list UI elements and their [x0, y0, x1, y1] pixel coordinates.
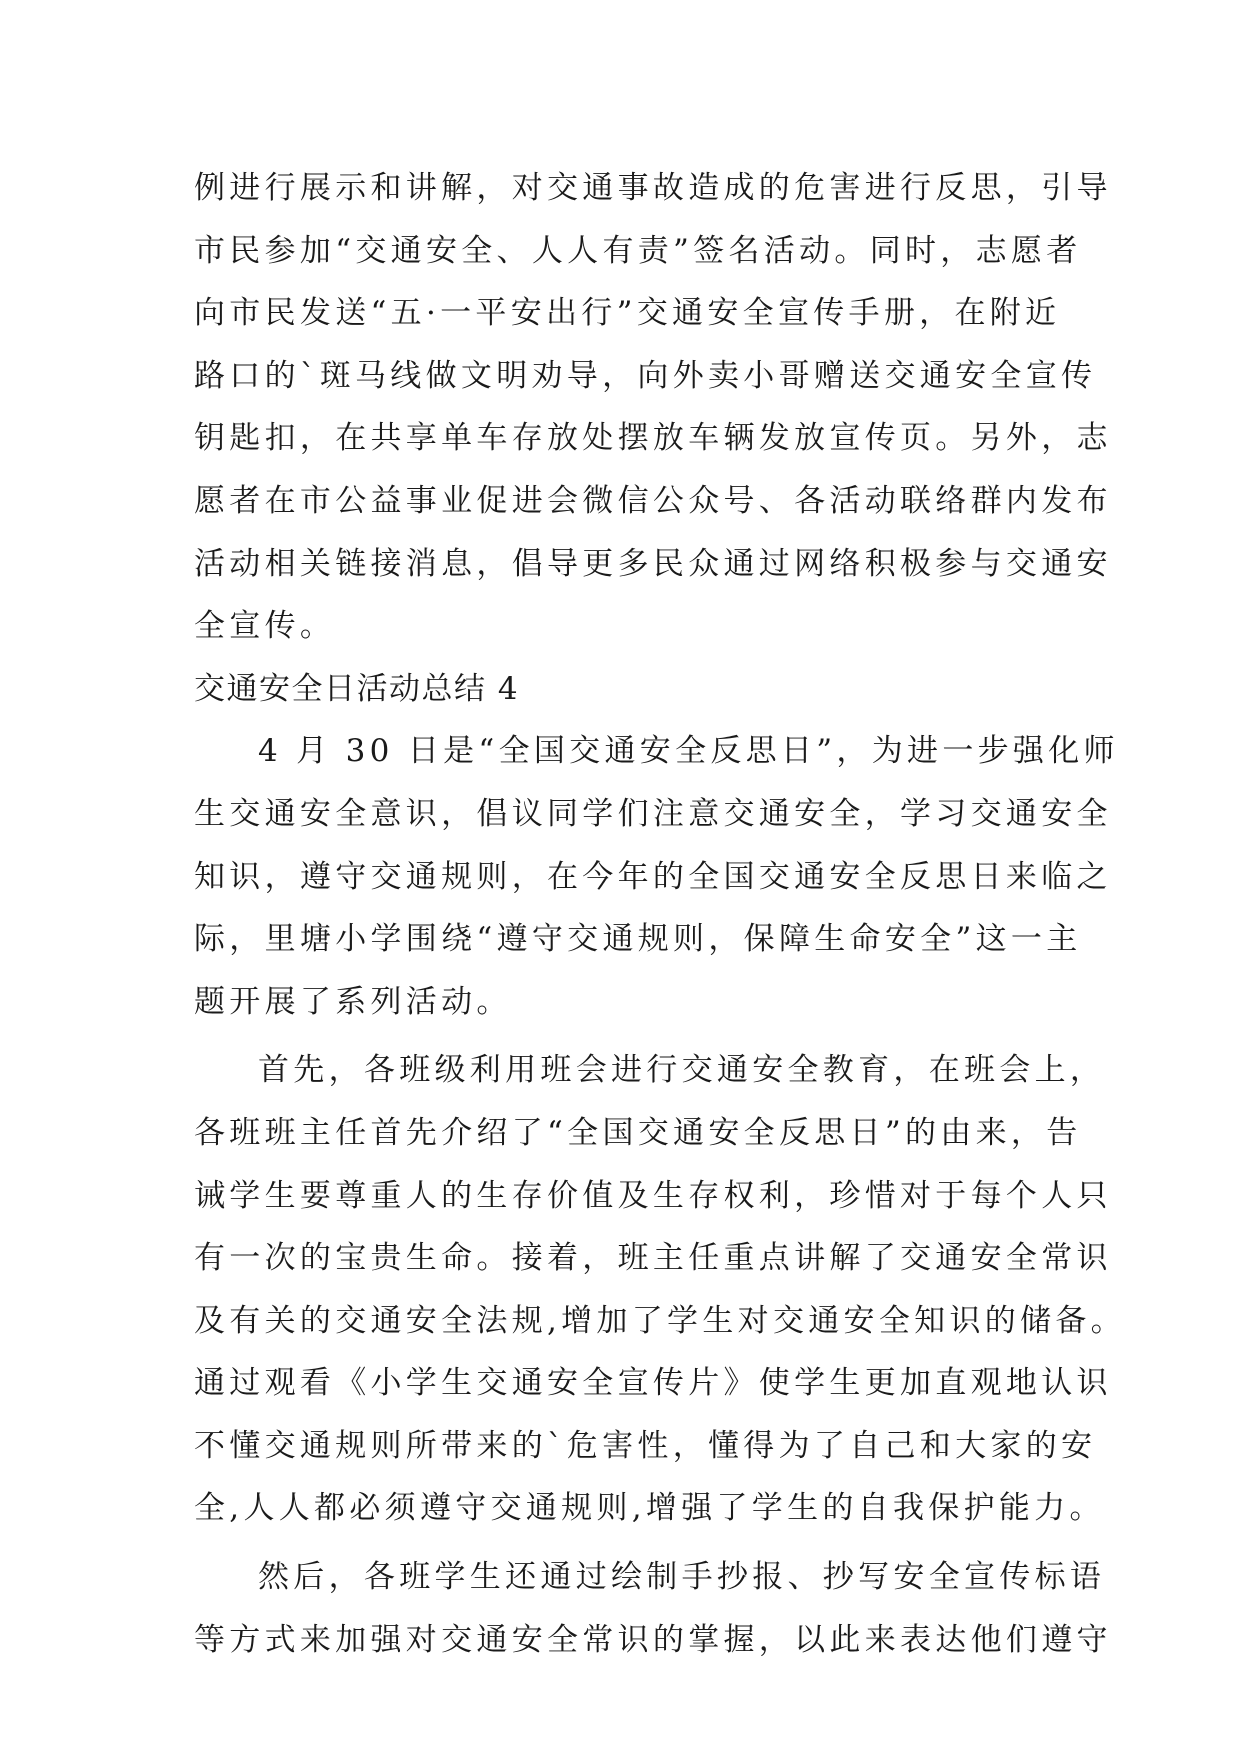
text-line: 各班班主任首先介绍了“全国交通安全反思日”的由来，告	[194, 1114, 1082, 1151]
text-line: 钥匙扣，在共享单车存放处摆放车辆发放宣传页。另外，志	[194, 420, 1112, 457]
paragraph-3	[194, 1546, 1112, 1671]
text-line: 等方式来加强对交通安全常识的掌握，以此来表达他们遵守	[194, 1621, 1112, 1658]
continued-paragraph	[194, 157, 1112, 658]
text-line: 题开展了系列活动。	[194, 983, 512, 1020]
text-line: 通过观看《小学生交通安全宣传片》使学生更加直观地认识	[194, 1365, 1112, 1402]
text-line: 市民参加“交通安全、人人有责”签名活动。同时，志愿者	[194, 232, 1082, 269]
text-line: 路口的`斑马线做文明劝导，向外卖小哥赠送交通安全宣传	[194, 357, 1097, 394]
text-line: 全宣传。	[194, 608, 336, 645]
section-heading: 交通安全日活动总结 4	[194, 670, 520, 707]
paragraph-1	[194, 720, 1119, 1033]
text-line: 及有关的交通安全法规,增加了学生对交通安全知识的储备。	[194, 1302, 1126, 1339]
text-line: 向市民发送“五·一平安出行”交通安全宣传手册，在附近	[194, 295, 1061, 332]
text-line: 际，里塘小学围绕“遵守交通规则，保障生命安全”这一主	[194, 921, 1082, 958]
text-line: 愿者在市公益事业促进会微信公众号、各活动联络群内发布	[194, 482, 1112, 519]
paragraph-2	[194, 1039, 1126, 1540]
text-line: 4 月 30 日是“全国交通安全反思日”，为进一步强化师	[258, 733, 1119, 770]
text-line: 不懂交通规则所带来的`危害性，懂得为了自己和大家的安	[194, 1427, 1097, 1464]
text-line: 有一次的宝贵生命。接着，班主任重点讲解了交通安全常识	[194, 1240, 1112, 1277]
text-line: 全,人人都必须遵守交通规则,增强了学生的自我保护能力。	[194, 1490, 1105, 1527]
text-line: 生交通安全意识，倡议同学们注意交通安全，学习交通安全	[194, 795, 1112, 832]
document-body	[194, 157, 1126, 1671]
text-line: 知识，遵守交通规则，在今年的全国交通安全反思日来临之	[194, 858, 1112, 895]
text-line: 活动相关链接消息，倡导更多民众通过网络积极参与交通安	[194, 545, 1112, 582]
text-line: 然后，各班学生还通过绘制手抄报、抄写安全宣传标语	[258, 1559, 1106, 1596]
text-line: 首先，各班级利用班会进行交通安全教育，在班会上，	[258, 1052, 1106, 1089]
text-line: 例进行展示和讲解，对交通事故造成的危害进行反思，引导	[194, 170, 1112, 206]
text-line: 诫学生要尊重人的生存价值及生存权利，珍惜对于每个人只	[194, 1177, 1112, 1214]
